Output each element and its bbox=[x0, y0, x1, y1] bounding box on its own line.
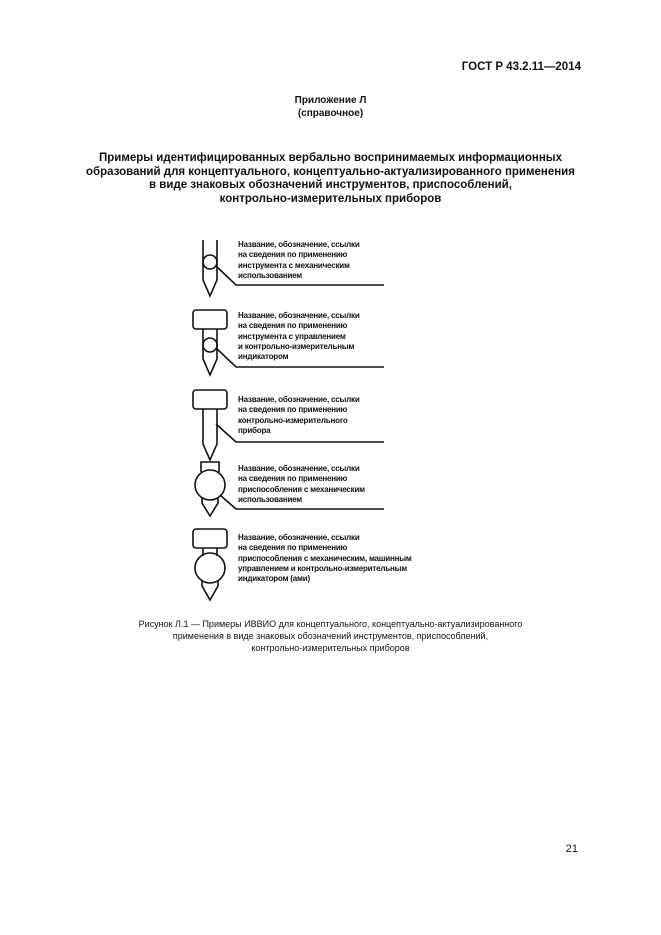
main-title-line: Примеры идентифицированных вербально воспринимаемых информационных bbox=[98, 152, 563, 164]
symbol-fixture-machine-control-icon bbox=[193, 529, 227, 600]
figure-item-text: Название, обозначение, ссылки на сведения по применению приспособления с механическим, машинным управлением и контрольно-измерительным индикатором (ами) bbox=[238, 533, 412, 584]
figure-item-text: Название, обозначение, ссылки на сведения по применению инструмента с механическим использованием bbox=[238, 240, 360, 280]
main-title-line: в виде знаковых обозначений инструментов, приспособлений, bbox=[149, 179, 512, 191]
caption-line: контрольно-измерительных приборов bbox=[251, 643, 410, 653]
figure-item-text: Название, обозначение, ссылки на сведения по применению инструмента с управлением и контрольно-измерительным индикатором bbox=[238, 311, 360, 362]
page-number: 21 bbox=[565, 843, 578, 855]
doc-code: ГОСТ Р 43.2.11—2014 bbox=[461, 61, 581, 73]
figure-caption bbox=[60, 618, 601, 654]
appendix-title: Приложение Л bbox=[294, 95, 367, 106]
figure-item-text: Название, обозначение, ссылки на сведения по применению контрольно-измерительного прибора bbox=[238, 395, 360, 435]
caption-line: Рисунок Л.1 — Примеры ИВВИО для концептуального, концептуально-актуализированного bbox=[138, 619, 523, 629]
appendix-subtitle: (справочное) bbox=[297, 108, 364, 119]
main-title-line: контрольно-измерительных приборов bbox=[219, 192, 442, 205]
figure-item-text: Название, обозначение, ссылки на сведения по применению приспособления с механическим использованием bbox=[238, 464, 365, 504]
main-title-line: образований для концептуального, концептуально-актуализированного применения bbox=[86, 165, 575, 178]
caption-line: применения в виде знаковых обозначений инструментов, приспособлений, bbox=[172, 631, 489, 641]
